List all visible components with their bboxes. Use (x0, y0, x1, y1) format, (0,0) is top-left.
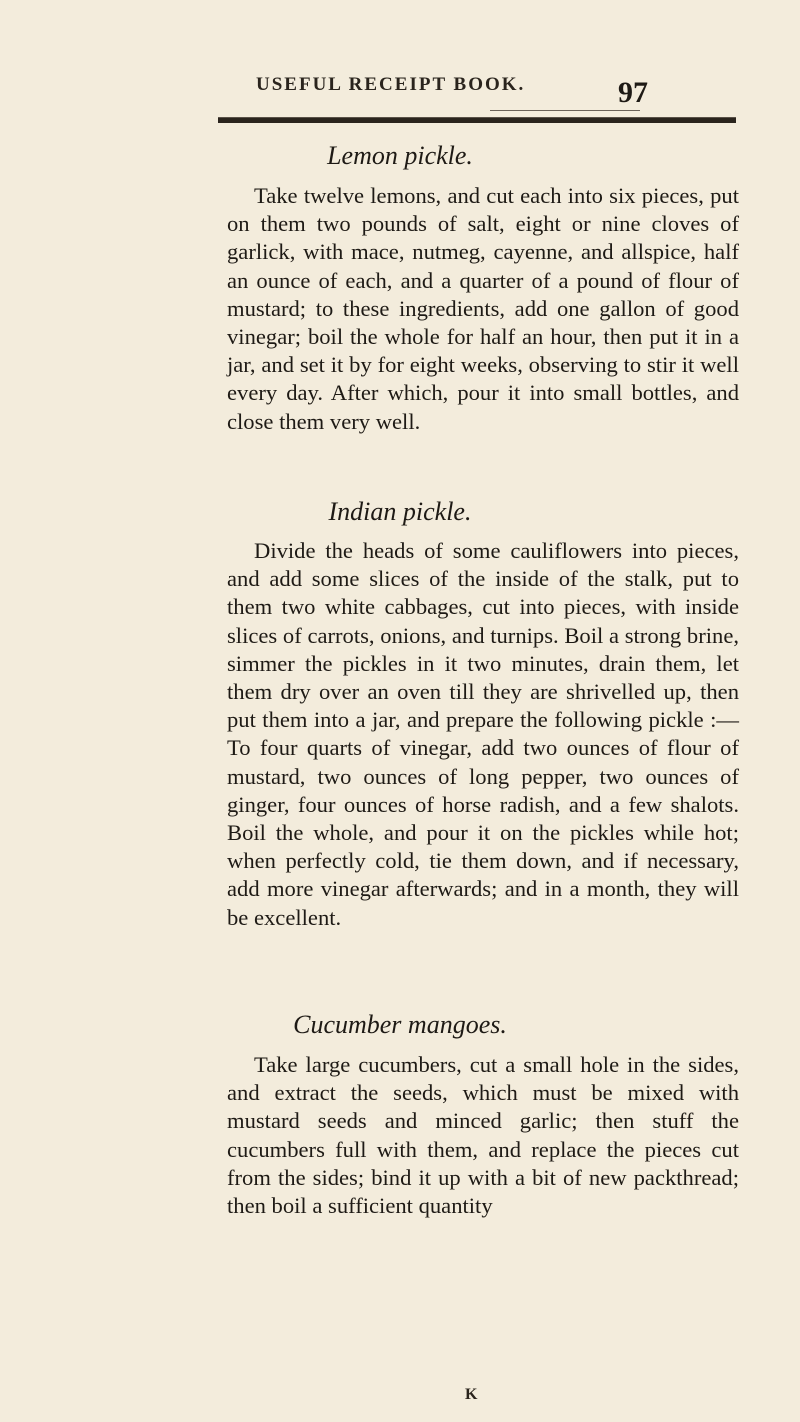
section-body-lemon-pickle: Take twelve lemons, and cut each into six pieces, put on them two pounds of salt, eight or nine cloves of garlick, with mace, nutmeg, cayenne, and allspice, half an ounce of each, and a quarter of a pound of flour of mustard; to these ingredients, add one gallon of good vinegar; boil the whole for half an hour, then put it in a jar, and set it by for eight weeks, observing to stir it well every day. After which, pour it into small bottles, and close them very well. (227, 183, 739, 434)
section-body-cucumber-mangoes: Take large cucumbers, cut a small hole in the sides, and extract the seeds, which must be mixed with mustard seeds and minced garlic; then stuff the cucumbers full with them, and replace the pieces cut from the sides; bind it up with a bit of new packthread; then boil a sufficient quantity (227, 1052, 739, 1219)
section-title-indian-pickle: Indian pickle. (328, 497, 472, 526)
section-body-indian-pickle: Divide the heads of some cauliflowers into pieces, and add some slices of the inside of the stalk, put to them two white cabbages, cut into pieces, with inside slices of carrots, onions, and turnips. Boil a strong brine, simmer the pickles in it two minutes, drain them, let them dry over an oven till they are shrivelled up, then put them into a jar, and prepare the following pickle :—To four quarts of vinegar, add two ounces of flour of mustard, two ounces of long pepper, two ounces of ginger, four ounces of horse radish, and a few shalots. Boil the whole, and pour it on the pickles while hot; when perfectly cold, tie them down, and if necessary, add more vinegar afterwards; and in a month, they will be excellent. (227, 538, 739, 930)
section-title-cucumber-mangoes: Cucumber mangoes. (293, 1010, 507, 1039)
page-number: 97 (618, 76, 648, 109)
header-rule (218, 117, 736, 123)
running-title: USEFUL RECEIPT BOOK. (256, 74, 526, 95)
section-title-lemon-pickle: Lemon pickle. (327, 141, 473, 170)
header-rule-thin (490, 110, 640, 111)
signature-mark: K (465, 1386, 478, 1403)
